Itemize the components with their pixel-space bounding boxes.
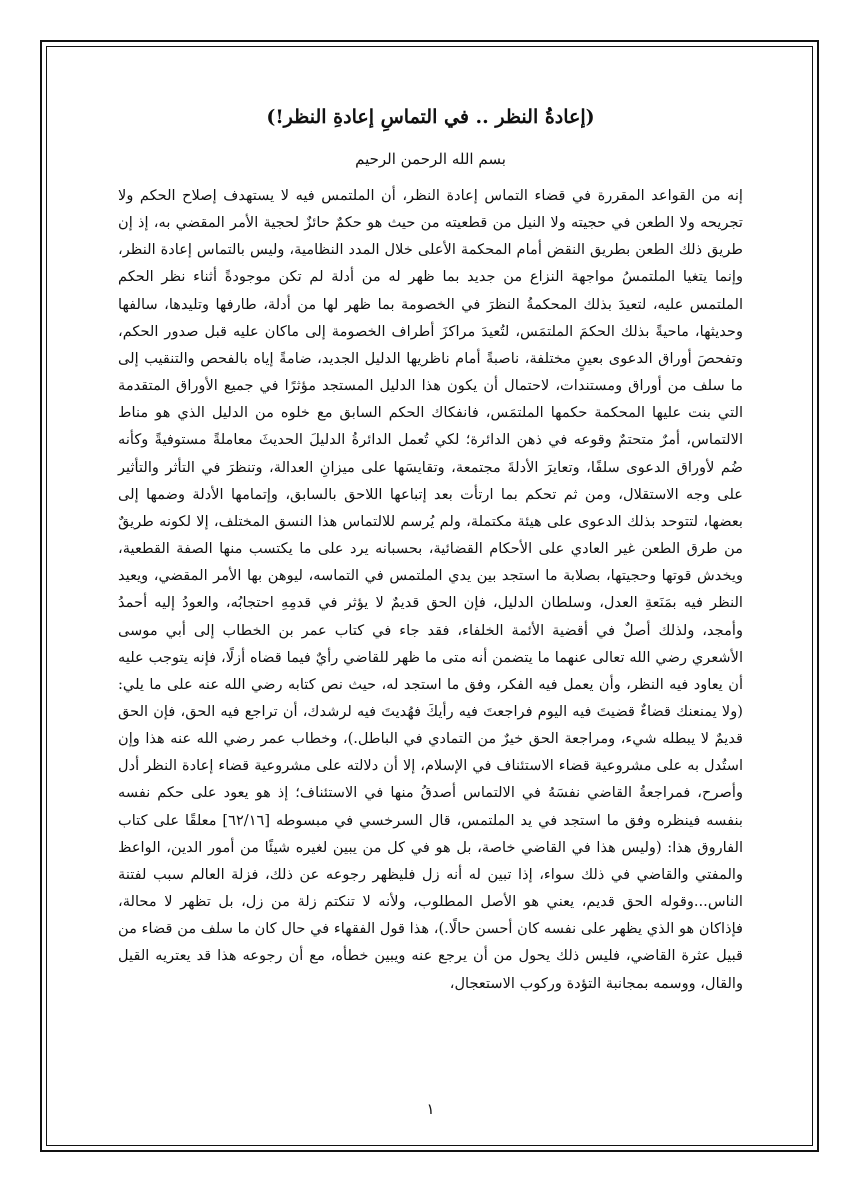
body-paragraph: إنه من القواعد المقررة في قضاء التماس إعادة النظر، أن الملتمس فيه لا يستهدف إصلاح الحكم ولا تجريحه ولا الطعن في حجيته ولا النيل من قطعيته من حيث هو حكمٌ حائزٌ لحجية الأمر المقضي به، إذ إن طريق ذلك الطعن بطريق النقض أمام المحكمة الأعلى خلال المدد النظامية، وليس بالتماس إعادة النظر، وإنما يتغيا الملتمسُ مواجهة النزاع من جديد بما ظهر له من أدلة لم تكن موجودةً أثناء نظر الحكم الملتمس عليه، لتعيدَ بذلك المحكمةُ النظرَ في الخصومة بما ظهر لها من أدلة، طارفها وتليدها، سالفها وحديثها، ماحيةً بذلك الحكمَ الملتمَس، لتُعيدَ مراكزَ أطراف الخصومة إلى ماكان عليه قبل صدور الحكم، وتفحصَ أوراق الدعوى بعينٍ مختلفة، ناصبةً أمام ناظريها الدليل الجديد، ضامةً إياه بالفحص والتنقيب إلى ما سلف من أوراق ومستندات، لاحتمال أن يكون هذا الدليل المستجد مؤثرًا في جميع الأوراق المتقدمة التي بنت عليها المحكمة حكمها الملتمَس، فانفكاك الحكم السابق مع خلوه من الدليل الذي هو مناط الالتماس، أمرٌ متحتمٌ وقوعه في ذهن الدائرة؛ لكي تُعمل الدائرةُ الدليلَ الحديثَ معاملةً مستوفيةً وكأنه ضُم لأوراق الدعوى سلفًا، وتعايرَ الأدلةَ مجتمعة، وتقايسَها على ميزانِ العدالة، وتنظرَ في التأثر والتأثير على وجه الاستقلال، ومن ثم تحكم بما ارتأت بعد إتباعها اللاحق بالسابق، وإتمامها الأدلة وضمها إلى بعضها، لتتوحد بذلك الدعوى على هيئة مكتملة، ولم يُرسم للالتماس هذا النسق المختلف، إلا لكونه طريقٌ من طرق الطعن غير العادي على الأحكام القضائية، بحسبانه يرد على ما يكتسب منها الصفة القطعية، ويخدش قوتها وحجيتها، بصلابة ما استجد بين يدي الملتمس في التماسه، ليوهن بها الأمر المقضي، ويعيد النظر فيه بمَنَعةِ العدل، وسلطان الدليل، فإن الحق قديمٌ لا يؤثر في قدمِهِ احتجابُه، والعودُ إليه أحمدُ وأمجد، ولذلك أصلٌ في أقضية الأئمة الخلفاء، فقد جاء في كتاب عمر بن الخطاب إلى أبي موسى الأشعري رضي الله تعالى عنهما ما يتضمن أنه متى ما ظهر للقاضي رأيٌ فيما قضاه أزلًا، فإنه يتوجب عليه أن يعاود فيه النظر، وأن يعمل فيه الفكر، وفق ما استجد له، حيث نص كتابه رضي الله عنه على ما يلي: (ولا يمنعنك قضاءٌ قضيتَ فيه اليوم فراجعتَ فيه رأيكَ فهُديتَ فيه لرشدك، أن تراجع فيه الحق، فإن الحق قديمٌ لا يبطله شيء، ومراجعة الحق خيرٌ من التمادي في الباطل.)، وخطاب عمر رضي الله عنه هذا وإن استُدل به على مشروعية قضاء الاستئناف في الإسلام، إلا أن دلالته على مشروعية قضاء إعادة النظر أدل وأصرح، فمراجعةُ القاضي نفسَهُ في الالتماس أصدقُ منها في الاستئناف؛ إذ هو يعود على حكم نفسه بنفسه فينظره وفق ما استجد في يد الملتمس، قال السرخسي في مبسوطه [٦٢/١٦] معلقًا على كتاب الفاروق هذا: (وليس هذا في القاضي خاصة، بل هو في كل من يبين لغيره شيئًا من أمور الدين، الواعظ والمفتي والقاضي في ذلك سواء، إذا تبين له أنه زل فليظهر رجوعه عن ذلك، فزلة العالم سبب لفتنة الناس...وقوله الحق قديم، يعني هو الأصل المطلوب، ولأنه لا تنكتم زلة من زل، بل تظهر لا محالة، فإذاكان هو الذي يظهر على نفسه كان أحسن حالًا.)، هذا قول الفقهاء في حال كان ما سلف من قضاء من قبيل عثرة القاضي، فليس ذلك يحول من أن يرجع عنه ويبين خطأه، مع أن رجوعه هذا قد يعتريه القيل والقال، ووسمه بمجانبة التؤدة وركوب الاستعجال، (118, 187, 743, 992)
page-number: ١ (426, 1100, 435, 1118)
page-content (118, 92, 743, 1152)
page-title: (إعادةُ النظر .. في التماسِ إعادةِ النظر!) (266, 106, 595, 128)
basmala: بسم الله الرحمن الرحيم (355, 150, 506, 168)
